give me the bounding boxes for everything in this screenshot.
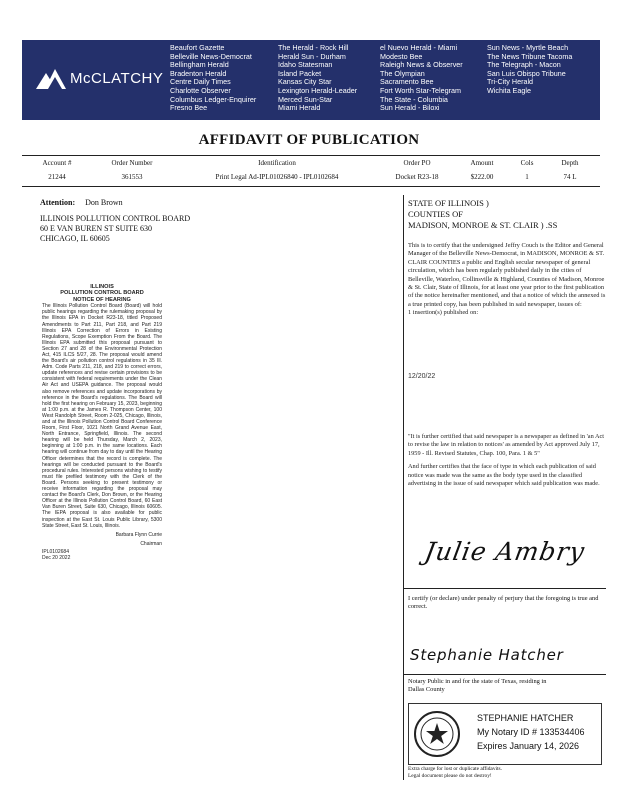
brand-name: McCLATCHY: [70, 69, 164, 87]
account-table: [22, 155, 600, 187]
mailing-address: [40, 214, 190, 244]
value-account: 21244: [48, 173, 66, 181]
header-amount: Amount: [470, 159, 494, 167]
header-order-po: Order PO: [403, 159, 431, 167]
attention-label: Attention:: [40, 198, 76, 207]
certification-text: This is to certify that the undersigned Jeffry Couch is the Editor and General Manager of the Belleville News-Democrat, in MADISON, MONROE & ST. CLAIR COUNTIES a public and English secular newspaper of general circulation, which has been regularly published daily in the cities of Belleville, Waterloo, Collinsville & Highland, Counties of Madison, Monroe & St. Clair, State of Illinois, for at least one year prior to the first publication of the notice hereinafter mentioned, and that a notice of which the annexed is a true printed copy, has been published in said newspaper, issues of: 1 insertion(s) published on:: [408, 242, 606, 317]
attention-name: Don Brown: [85, 198, 123, 207]
paper-list-col-3: el Nuevo Herald - Miami Modesto Bee Raleigh News & Observer The Olympian Sacramento Bee Fort Worth Star-Telegram The State - Columbia Sun Herald - Biloxi: [380, 43, 463, 113]
header-account: Account #: [42, 159, 72, 167]
signature-rule: [404, 588, 606, 589]
value-depth: 74 L: [563, 173, 577, 181]
notice-heading: ILLINOIS: [90, 284, 114, 290]
notary-seal-icon: [413, 710, 461, 758]
notice-heading: POLLUTION CONTROL BOARD: [60, 290, 144, 297]
header-depth: Depth: [561, 159, 579, 167]
mcclatchy-logo-icon: [36, 67, 66, 89]
notice-heading: NOTICE OF HEARING: [73, 296, 131, 303]
stamp-expiry: Expires January 14, 2026: [477, 741, 580, 751]
column-divider: [403, 195, 404, 780]
publication-date: 12/20/22: [408, 373, 436, 380]
legal-notice-clipping: [42, 284, 162, 768]
paper-list-col-1: Beaufort Gazette Belleville News-Democrat Bellingham Herald Bradenton Herald Centre Daily Times Charlotte Observer Columbus Ledger-Enquirer Fresno Bee: [170, 43, 257, 113]
notice-body: The Illinois Pollution Control Board (Board) will hold public hearings regarding the rulemaking proposal by the Illinois EPA in Docket R23-18, titled Proposed Amendments to Part 211, Part 218, and Part 219 Illinois EPA Correction of Errors in Existing Regulations, Scope Exemption From the Board. The Illinois EPA submitted this proposal pursuant to Section 27 and 28 of the Environmental Protection Act, 415 ILCS 5/27, 28. The proposal would amend the Board's air pollution control regulations in 35 Ill. Adm. Code Parts 211, 218, and 219 to correct errors, update references and revise certain provisions to be consistent with federal requirements under the Clean Air Act and USEPA guidance. The proposal would also remove references and update incorporations by reference in the Board's regulations. The Board will hold the first hearing on February 15, 2023, beginning at 1:00 p.m. at the James R. Thompson Center, 100 West Randolph Street, Room 2-025, Chicago, Illinois, and at the Illinois Pollution Control Board Conference Room, First Floor, 1021 North Grand Avenue East, North Entrance, Springfield, Illinois. The second hearing will be held Thursday, March 2, 2023, beginning at 1:00 p.m. in the same locations. Each hearing will continue from day to day until the Hearing Officer determines that the record is complete. The hearings will be conducted pursuant to the Board's procedural rules. Interested persons wishing to testify must file prefiled testimony with the Clerk of the Board. Persons seeking to present testimony or receive information regarding the proposal may contact the Board's Clerk, Don Brown, or the Hearing Officer at the Illinois Pollution Control Board, 60 East Van Buren Street, Suite 630, Chicago, Illinois 60605. The IEPA proposal is also available for public inspection at the East St. Louis Public Library, 5300 State Street, East St. Louis, Illinois.: [42, 303, 162, 529]
header-order-number: Order Number: [111, 159, 153, 167]
footer-note: Extra charge for lost or duplicate affidavits. Legal document please do not destroy!: [408, 766, 502, 779]
paper-list-col-4: Sun News - Myrtle Beach The News Tribune Tacoma The Telegraph - Macon San Luis Obispo Tribune Tri-City Herald Wichita Eagle: [487, 43, 573, 95]
value-order-po: Docket R23-18: [395, 173, 439, 181]
notary-statement: Notary Public in and for the state of Texas, residing in Dallas County: [408, 678, 547, 694]
brand-logo: [36, 67, 163, 89]
stamp-name: STEPHANIE HATCHER: [477, 713, 574, 723]
publisher-banner: [22, 40, 600, 120]
notice-signature: Barbara Flynn Currie: [115, 531, 162, 538]
notice-date: Dec 20 2022: [42, 554, 71, 561]
notary-stamp: [408, 703, 602, 765]
stamp-notary-id: My Notary ID # 133534406: [477, 727, 585, 737]
paper-list-col-2: The Herald - Rock Hill Herald Sun - Durham Idaho Statesman Island Packet Kansas City Star Lexington Herald-Leader Merced Sun-Star Miami Herald: [278, 43, 358, 113]
perjury-statement: I certify (or declare) under penalty of perjury that the foregoing is true and correct.: [408, 595, 599, 611]
value-cols: 1: [525, 173, 529, 181]
further-certification: "It is further certified that said newspaper is a newspaper as defined in 'an Act to revise the law in relation to notices' as amended by Act approved July 17, 1959 - Ill. Revised Statutes, Chap. 100, Para. 1 & 5" And further certifies that the face of type in which each publication of said notice was made was the same as the body type used in the classified advertising in the issue of said newspaper which said publication was made.: [408, 433, 605, 488]
editor-signature: Julie Ambry: [422, 537, 588, 566]
attention-line: [40, 198, 123, 207]
value-amount: $222.00: [470, 173, 494, 181]
header-identification: Identification: [258, 159, 296, 167]
notary-signature: Stephanie Hatcher: [410, 646, 564, 664]
address-line: ILLINOIS POLLUTION CONTROL BOARD: [40, 214, 191, 223]
signature-rule: [404, 674, 606, 675]
notice-id: IPL0102684: [42, 548, 69, 555]
header-cols: Cols: [520, 159, 534, 167]
value-order-number: 361553: [121, 173, 143, 181]
document-title: AFFIDAVIT OF PUBLICATION: [198, 132, 420, 148]
state-block: STATE OF ILLINOIS ) COUNTIES OF MADISON, MONROE & ST. CLAIR ) .SS: [408, 198, 558, 230]
notice-signature-title: Chairman: [140, 540, 162, 547]
address-line: CHICAGO, IL 60605: [40, 234, 110, 243]
insertions-line: 1 insertion(s) published on:: [408, 309, 479, 317]
address-line: 60 E VAN BUREN ST SUITE 630: [40, 224, 153, 233]
value-identification: Print Legal Ad-IPL01026840 - IPL0102684: [215, 173, 339, 181]
stamp-text: [477, 711, 585, 753]
